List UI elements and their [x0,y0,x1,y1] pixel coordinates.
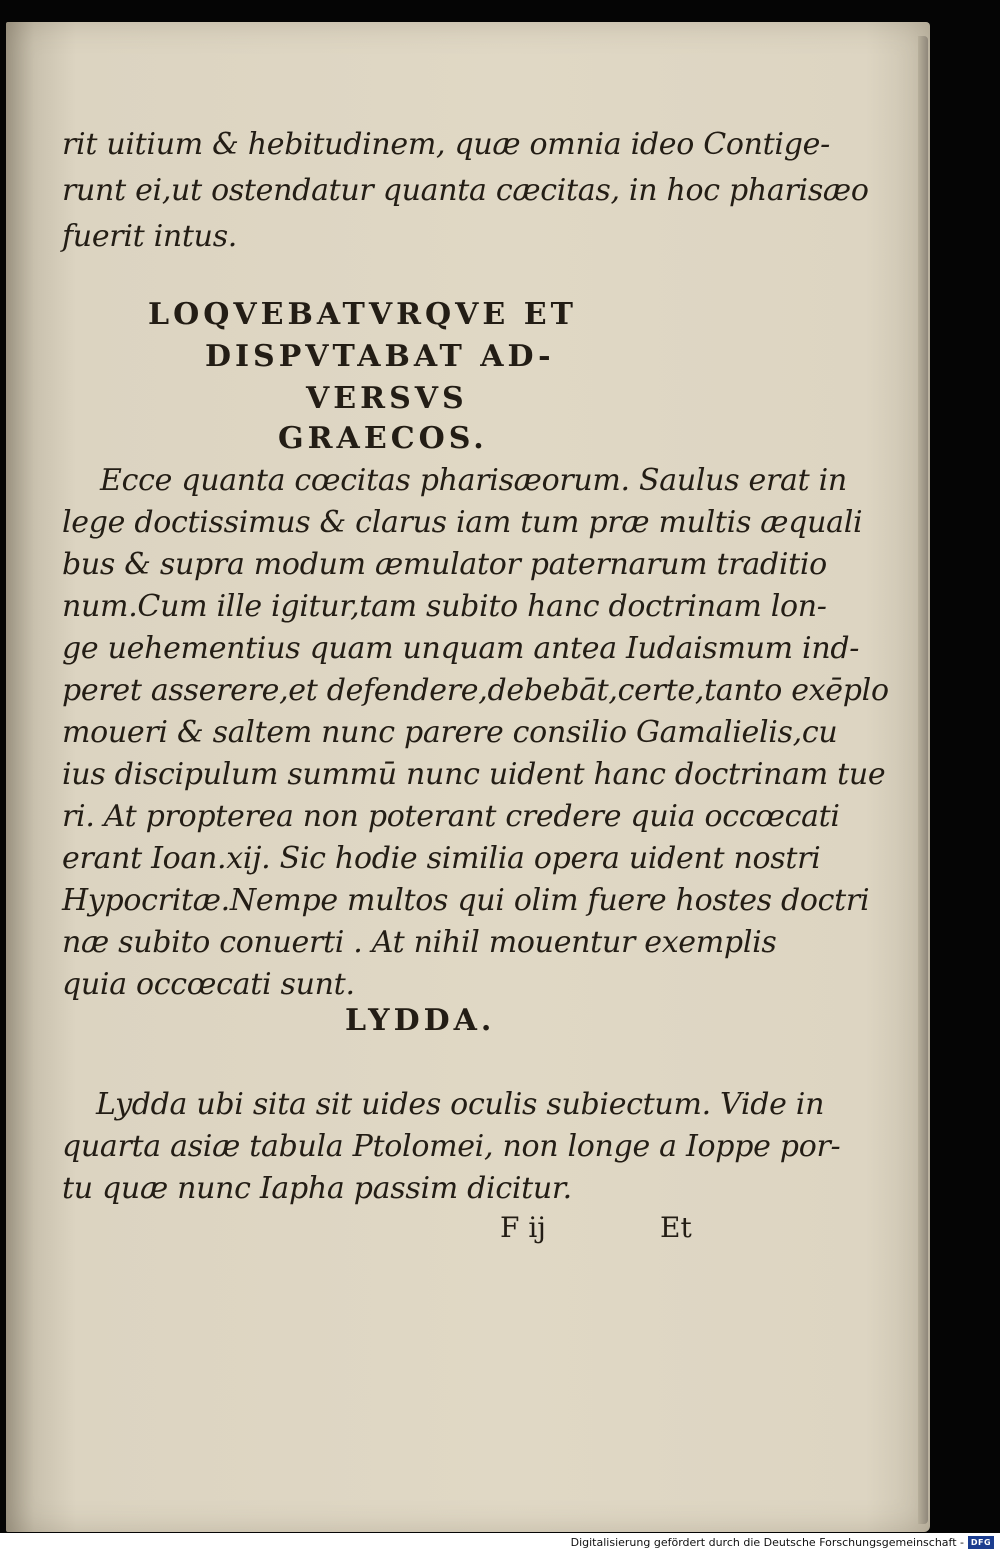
dfg-logo-icon: DFG [968,1536,994,1549]
text-line: moueri & saltem nunc parere consilio Gamalielis,cu [62,715,838,750]
text-line: næ subito conuerti . At nihil mouentur exemplis [62,925,777,960]
text-line: Ecce quanta cœcitas pharisæorum. Saulus erat in [100,463,847,498]
catchword: Et [660,1211,692,1244]
text-line: runt ei,ut ostendatur quanta cæcitas, in hoc pharisæo [62,173,869,208]
section-heading: GRAECOS. [278,421,488,456]
section-heading: LYDDA. [345,1003,496,1038]
text-line: rit uitium & hebitudinem, quæ omnia ideo Contige- [62,127,830,162]
text-line: quia occœcati sunt. [62,967,355,1002]
text-line: peret asserere,et defendere,debebāt,certe,tanto exēplo [62,673,889,708]
text-line: tu quæ nunc Iapha passim dicitur. [62,1171,572,1206]
funding-text: Digitalisierung gefördert durch die Deutsche Forschungsgemeinschaft - [570,1536,964,1549]
text-line: erant Ioan.xij. Sic hodie similia opera uident nostri [62,841,821,876]
leaf-edge [918,36,928,1524]
text-line: quarta asiæ tabula Ptolomei, non longe a Ioppe por- [62,1129,841,1164]
text-line: lege doctissimus & clarus iam tum præ multis æquali [62,505,863,540]
text-line: fuerit intus. [62,219,238,254]
text-line: num.Cum ille igitur,tam subito hanc doctrinam lon- [62,589,827,624]
section-heading: VERSVS [306,381,468,416]
text-line: ge uehementius quam unquam antea Iudaismum ind- [62,631,860,666]
text-line: bus & supra modum æmulator paternarum traditio [62,547,827,582]
section-heading: DISPVTABAT AD- [205,339,555,374]
signature-mark: F ij [500,1211,546,1244]
text-line: ius discipulum summū nunc uident hanc doctrinam tue [62,757,886,792]
text-line: Lydda ubi sita sit uides oculis subiectum. Vide in [96,1087,825,1122]
text-line: ri. At propterea non poterant credere quia occœcati [62,799,840,834]
text-line: Hypocritæ.Nempe multos qui olim fuere hostes doctri [62,883,870,918]
section-heading: LOQVEBATVRQVE ET [148,297,577,332]
footer-bar [0,1533,1000,1553]
